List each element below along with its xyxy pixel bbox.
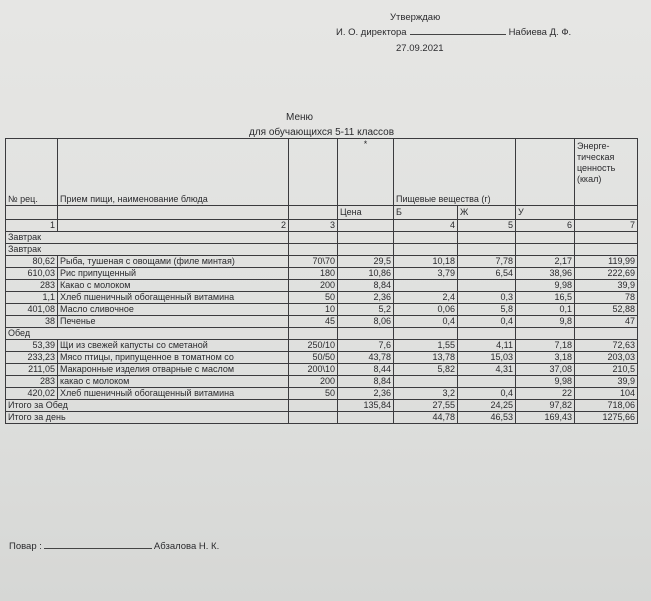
total-fat: 24,25 — [458, 400, 516, 412]
section-label: Завтрак — [6, 232, 289, 244]
portion: 50 — [289, 388, 338, 400]
total-label: Итого за день — [6, 412, 289, 424]
rec-number: 401,08 — [6, 304, 58, 316]
rec-number: 610,03 — [6, 268, 58, 280]
carbs: 0,1 — [516, 304, 575, 316]
price: 2,36 — [338, 292, 394, 304]
fat: 0,3 — [458, 292, 516, 304]
index-cell: 1 — [6, 220, 58, 232]
portion: 200 — [289, 376, 338, 388]
kcal: 222,69 — [575, 268, 638, 280]
table-row — [6, 256, 638, 268]
portion: 250/10 — [289, 340, 338, 352]
portion: 70\70 — [289, 256, 338, 268]
carbs: 2,17 — [516, 256, 575, 268]
col-num-header: № рец. — [6, 139, 58, 206]
protein — [394, 280, 458, 292]
cook-signature — [9, 541, 219, 552]
index-cell: 4 — [394, 220, 458, 232]
col-dish-header: Прием пищи, наименование блюда — [58, 139, 289, 206]
carbs: 3,18 — [516, 352, 575, 364]
col-u-header: У — [516, 206, 575, 220]
portion: 10 — [289, 304, 338, 316]
approval-line — [336, 27, 571, 38]
table-row — [6, 292, 638, 304]
total-protein: 44,78 — [394, 412, 458, 424]
price: 43,78 — [338, 352, 394, 364]
total-carbs: 97,82 — [516, 400, 575, 412]
portion: 200 — [289, 280, 338, 292]
price: 8,06 — [338, 316, 394, 328]
dish-name: Масло сливочное — [58, 304, 289, 316]
index-cell: 3 — [289, 220, 338, 232]
kcal: 210,5 — [575, 364, 638, 376]
total-price — [338, 412, 394, 424]
table-row — [6, 304, 638, 316]
dish-name: Хлеб пшеничный обогащенный витамина — [58, 292, 289, 304]
header-row — [6, 139, 638, 206]
protein: 10,18 — [394, 256, 458, 268]
kcal: 47 — [575, 316, 638, 328]
rec-number: 38 — [6, 316, 58, 328]
subheader-row — [6, 206, 638, 220]
section-label: Обед — [6, 328, 289, 340]
total-protein: 27,55 — [394, 400, 458, 412]
price: 2,36 — [338, 388, 394, 400]
total-price: 135,84 — [338, 400, 394, 412]
protein: 13,78 — [394, 352, 458, 364]
index-row — [6, 220, 638, 232]
rec-number: 80,62 — [6, 256, 58, 268]
index-cell: 2 — [58, 220, 289, 232]
table-row — [6, 364, 638, 376]
approval-title: Утверждаю — [390, 12, 441, 23]
section-label: Завтрак — [6, 244, 289, 256]
carbs: 37,08 — [516, 364, 575, 376]
carbs: 9,98 — [516, 376, 575, 388]
protein: 2,4 — [394, 292, 458, 304]
dish-name: Печенье — [58, 316, 289, 328]
table-row — [6, 316, 638, 328]
kcal: 119,99 — [575, 256, 638, 268]
signature-line — [410, 34, 506, 35]
index-cell: 7 — [575, 220, 638, 232]
table-row — [6, 340, 638, 352]
rec-number: 53,39 — [6, 340, 58, 352]
kcal: 39,9 — [575, 280, 638, 292]
portion: 180 — [289, 268, 338, 280]
col-zh-header: Ж — [458, 206, 516, 220]
rec-number: 1,1 — [6, 292, 58, 304]
col-nutrients-header: Пищевые вещества (г) — [394, 139, 516, 206]
menu-table — [5, 138, 638, 424]
fat: 4,31 — [458, 364, 516, 376]
protein: 1,55 — [394, 340, 458, 352]
cook-signature-line — [44, 548, 152, 549]
table-row — [6, 268, 638, 280]
fat: 0,4 — [458, 388, 516, 400]
col-b-header: Б — [394, 206, 458, 220]
carbs: 9,98 — [516, 280, 575, 292]
price: 8,44 — [338, 364, 394, 376]
total-carbs: 169,43 — [516, 412, 575, 424]
fat — [458, 280, 516, 292]
cook-label: Повар : — [9, 541, 42, 552]
menu-subtitle: для обучающихся 5-11 классов — [249, 127, 395, 138]
col-price-header: Цена — [338, 206, 394, 220]
kcal: 39,9 — [575, 376, 638, 388]
price: 5,2 — [338, 304, 394, 316]
protein: 3,2 — [394, 388, 458, 400]
table-row — [6, 280, 638, 292]
protein — [394, 376, 458, 388]
carbs: 7,18 — [516, 340, 575, 352]
index-cell: 5 — [458, 220, 516, 232]
kcal: 72,63 — [575, 340, 638, 352]
index-cell: 6 — [516, 220, 575, 232]
table-row — [6, 376, 638, 388]
cook-name: Абзалова Н. К. — [153, 541, 220, 552]
menu-title: Меню — [286, 112, 314, 123]
total-kcal: 718,06 — [575, 400, 638, 412]
rec-number: 283 — [6, 280, 58, 292]
dish-name: какао с молоком — [58, 376, 289, 388]
table-row — [6, 352, 638, 364]
dish-name: Рис припущенный — [58, 268, 289, 280]
fat: 0,4 — [458, 316, 516, 328]
section-row — [6, 328, 638, 340]
price: 10,86 — [338, 268, 394, 280]
rec-number: 420,02 — [6, 388, 58, 400]
protein: 3,79 — [394, 268, 458, 280]
total-row — [6, 412, 638, 424]
carbs: 9,8 — [516, 316, 575, 328]
approval-name: Набиева Д. Ф. — [508, 27, 572, 38]
portion: 50 — [289, 292, 338, 304]
fat: 15,03 — [458, 352, 516, 364]
section-row — [6, 244, 638, 256]
portion: 45 — [289, 316, 338, 328]
kcal: 78 — [575, 292, 638, 304]
kcal: 104 — [575, 388, 638, 400]
fat: 5,8 — [458, 304, 516, 316]
price: 8,84 — [338, 280, 394, 292]
carbs: 16,5 — [516, 292, 575, 304]
carbs: 38,96 — [516, 268, 575, 280]
price: 8,84 — [338, 376, 394, 388]
fat — [458, 376, 516, 388]
col-energy-header: Энерге-тическая ценность (ккал) — [575, 139, 638, 206]
rec-number: 211,05 — [6, 364, 58, 376]
portion: 50/50 — [289, 352, 338, 364]
protein: 0,4 — [394, 316, 458, 328]
rec-number: 233,23 — [6, 352, 58, 364]
total-row — [6, 400, 638, 412]
kcal: 203,03 — [575, 352, 638, 364]
dish-name: Хлеб пшеничный обогащенный витамина — [58, 388, 289, 400]
price: 7,6 — [338, 340, 394, 352]
rec-number: 283 — [6, 376, 58, 388]
dish-name: Рыба, тушеная с овощами (филе минтая) — [58, 256, 289, 268]
fat: 4,11 — [458, 340, 516, 352]
fat: 6,54 — [458, 268, 516, 280]
total-label: Итого за Обед — [6, 400, 289, 412]
kcal: 52,88 — [575, 304, 638, 316]
carbs: 22 — [516, 388, 575, 400]
dish-name: Щи из свежей капусты со сметаной — [58, 340, 289, 352]
protein: 5,82 — [394, 364, 458, 376]
section-row — [6, 232, 638, 244]
dish-name: Мясо птицы, припущенное в томатном со — [58, 352, 289, 364]
protein: 0,06 — [394, 304, 458, 316]
star-mark: * — [338, 139, 394, 206]
total-kcal: 1275,66 — [575, 412, 638, 424]
dish-name: Макаронные изделия отварные с маслом — [58, 364, 289, 376]
table-row — [6, 388, 638, 400]
approval-position: И. О. директора — [336, 27, 407, 38]
fat: 7,78 — [458, 256, 516, 268]
approval-date: 27.09.2021 — [396, 43, 444, 54]
total-fat: 46,53 — [458, 412, 516, 424]
dish-name: Какао с молоком — [58, 280, 289, 292]
portion: 200\10 — [289, 364, 338, 376]
price: 29,5 — [338, 256, 394, 268]
